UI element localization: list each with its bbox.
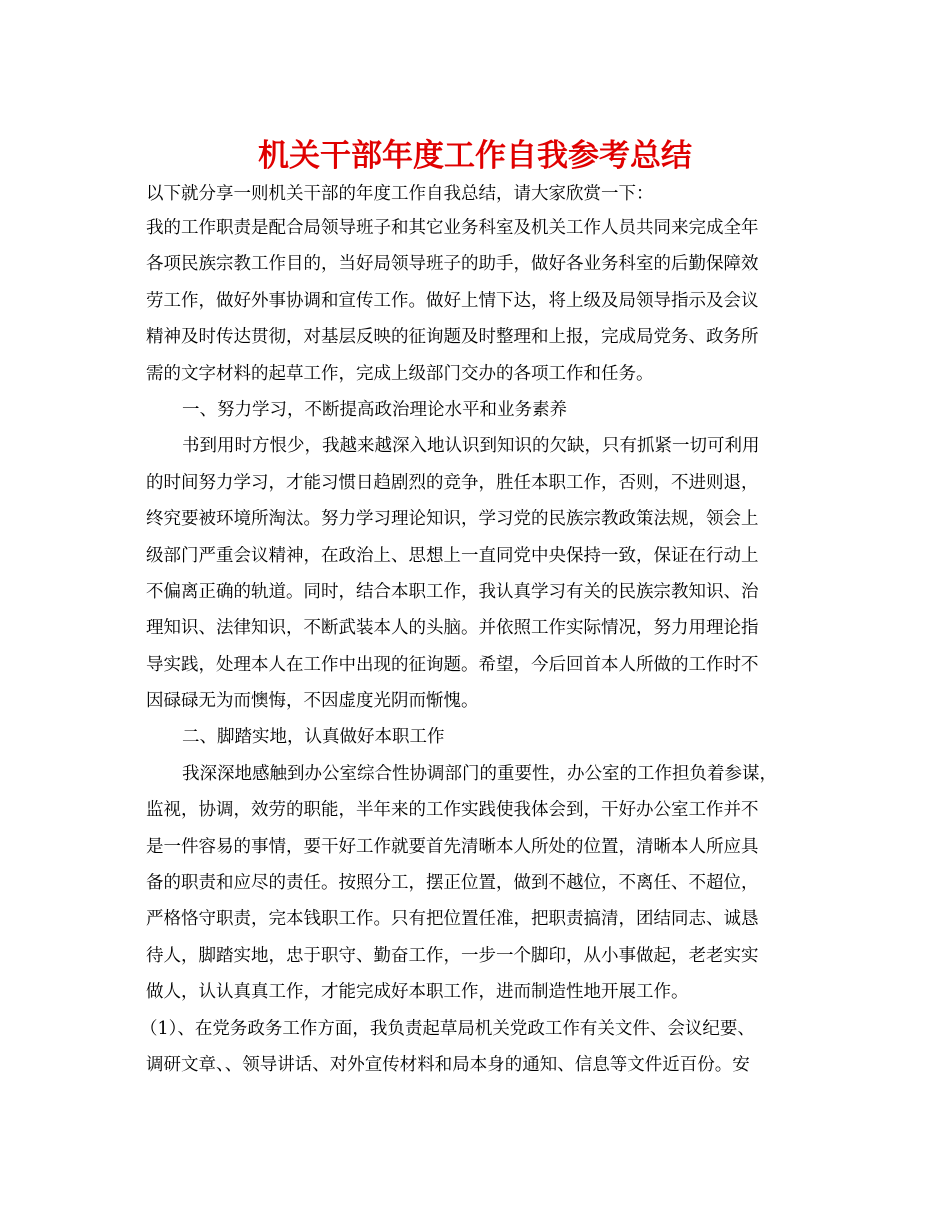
paragraph-line: 我深深地感触到办公室综合性协调部门的重要性，办公室的工作担负着参谋， [182, 763, 777, 784]
paragraph-line: 我的工作职责是配合局领导班子和其它业务科室及机关工作人员共同来完成全年 [146, 218, 759, 238]
paragraph-line: 理知识、法律知识，不断武装本人的头脑。并依照工作实际情况，努力用理论指 [146, 618, 759, 639]
paragraph-line: 调研文章、、领导讲话、对外宣传材料和局本身的通知、信息等文件近百份。安 [146, 1054, 750, 1075]
section-heading: 一、努力学习，不断提高政治理论水平和业务素养 [182, 399, 567, 420]
paragraph-line: 不偏离正确的轨道。同时，结合本职工作，我认真学习有关的民族宗教知识、治 [146, 581, 759, 602]
paragraph-line: 待人，脚踏实地，忠于职守、勤奋工作，一步一个脚印，从小事做起，老老实实 [146, 945, 759, 966]
intro-line: 以下就分享一则机关干部的年度工作自我总结，请大家欣赏一下： [146, 184, 654, 204]
list-item-line: （1）、在党务政务工作方面，我负责起草局机关党政工作有关文件、会议纪要、 [140, 1018, 755, 1039]
paragraph-line: 各项民族宗教工作目的，当好局领导班子的助手，做好各业务科室的后勤保障效 [146, 254, 759, 275]
paragraph-line: 导实践，处理本人在工作中出现的征询题。希望，今后回首本人所做的工作时不 [146, 654, 759, 675]
paragraph-line: 监视，协调，效劳的职能，半年来的工作实践使我体会到，干好办公室工作并不 [146, 800, 759, 821]
paragraph-line: 做人，认认真真工作，才能完成好本职工作，进而制造性地开展工作。 [146, 982, 689, 1003]
paragraph-line: 书到用时方恨少，我越来越深入地认识到知识的欠缺，只有抓紧一切可利用 [182, 436, 760, 457]
document-body [140, 178, 806, 1083]
paragraph-line: 劳工作，做好外事协调和宣传工作。做好上情下达，将上级及局领导指示及会议 [146, 290, 759, 311]
paragraph-line: 因碌碌无为而懊悔，不因虚度光阴而惭愧。 [146, 691, 479, 712]
paragraph-line: 需的文字材料的起草工作，完成上级部门交办的各项工作和任务。 [146, 363, 654, 384]
paragraph-line: 是一件容易的事情，要干好工作就要首先清晰本人所处的位置，清晰本人所应具 [146, 836, 759, 857]
paragraph-line: 的时间努力学习，才能习惯日趋剧烈的竞争，胜任本职工作，否则，不进则退， [146, 472, 759, 493]
paragraph-line: 严格恪守职责，完本钱职工作。只有把位置任准，把职责搞清，团结同志、诚恳 [146, 909, 759, 930]
paragraph-line: 终究要被环境所淘汰。努力学习理论知识，学习党的民族宗教政策法规，领会上 [146, 509, 759, 530]
section-heading: 二、脚踏实地，认真做好本职工作 [182, 727, 445, 748]
paragraph-line: 级部门严重会议精神，在政治上、思想上一直同党中央保持一致，保证在行动上 [146, 545, 759, 566]
paragraph-line: 精神及时传达贯彻，对基层反映的征询题及时整理和上报，完成局党务、政务所 [146, 327, 759, 348]
document-title: 机关干部年度工作自我参考总结 [258, 138, 692, 174]
paragraph-line: 备的职责和应尽的责任。按照分工，摆正位置，做到不越位，不离任、不超位， [146, 873, 759, 894]
